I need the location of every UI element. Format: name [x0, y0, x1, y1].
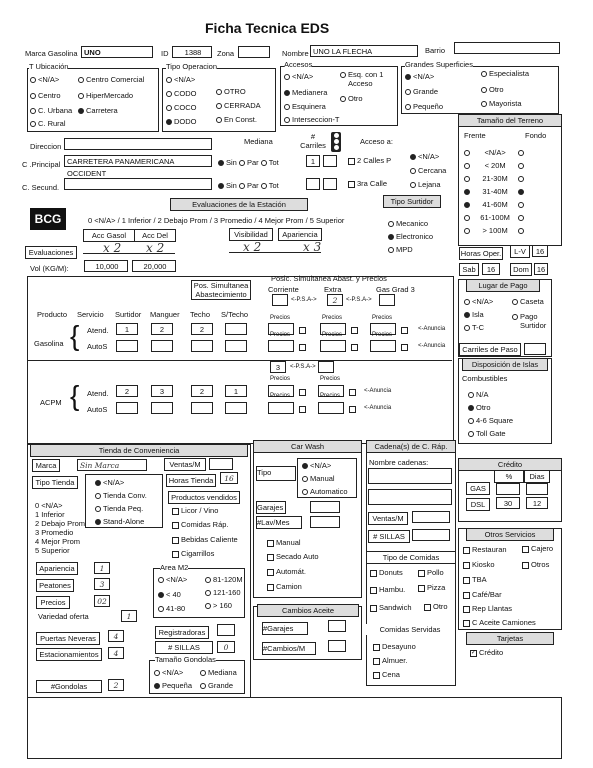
otros-otros[interactable]: Otros	[522, 560, 549, 569]
visibilidad-label: Visibilidad	[229, 228, 273, 241]
comida-hambu[interactable]: Hambu.	[370, 585, 405, 594]
ubicacion-rural[interactable]: C. Rural	[30, 119, 66, 128]
acceso-label: Acceso a:	[360, 137, 393, 146]
islas-otro[interactable]: Otro	[468, 403, 491, 412]
terreno-row[interactable]: <N/A>	[464, 148, 526, 157]
vol-field-2[interactable]: 20,000	[132, 260, 176, 272]
techo-col: Techo	[190, 310, 211, 319]
acpm-cell[interactable]: 2	[191, 385, 213, 397]
operacion-title: Tipo Operacion	[166, 62, 217, 71]
precios-label: Precios	[270, 332, 291, 338]
gondolas-pequena[interactable]: Pequeña	[154, 681, 192, 690]
comida-sandwich[interactable]: Sandwich	[370, 603, 412, 612]
terreno-fondo: Fondo	[525, 131, 547, 140]
anuncia-label: <-Anuncia	[418, 326, 446, 332]
posic-title: Posic. Simultanea Abast. y Precios	[271, 274, 387, 283]
area-na[interactable]: <N/A>	[158, 575, 187, 584]
precio-cell[interactable]	[320, 340, 346, 352]
servicio-cena[interactable]: Cena	[373, 670, 400, 679]
secund-mediana[interactable]: Sin Par Tot	[218, 181, 279, 190]
accesos-medianera[interactable]: Medianera	[284, 88, 327, 97]
terreno-row[interactable]: 31-40M	[464, 187, 526, 196]
evaluaciones-title: Evaluaciones de la Estación	[170, 198, 308, 211]
acceso-na[interactable]: <N/A>	[410, 152, 439, 161]
carriles-secund-2[interactable]	[323, 178, 337, 190]
terreno-row[interactable]: > 100M	[464, 226, 526, 235]
gas-cell[interactable]	[225, 323, 247, 335]
lav-mes-label: #Lav/Mes	[256, 516, 302, 529]
anuncia-check[interactable]	[351, 342, 360, 351]
ubicacion-na[interactable]: <N/A>	[30, 75, 59, 84]
manguer-col: Manguer	[150, 310, 180, 319]
tienda-scale	[35, 501, 85, 555]
horas-tienda-field[interactable]: 16	[220, 472, 238, 484]
evaluaciones-label: Evaluaciones	[25, 246, 77, 259]
otros-cafe[interactable]: Café/Bar	[463, 590, 502, 599]
scale-item: 3 Promedio	[35, 528, 74, 537]
surtidor-electronico[interactable]: Electronico	[388, 232, 433, 241]
anuncia-check[interactable]	[401, 325, 410, 334]
gas-cell[interactable]	[225, 340, 247, 352]
surtidor-col: Surtidor	[115, 310, 142, 319]
eval-visibilidad[interactable]: x 2	[243, 240, 262, 254]
peatones-field[interactable]: 3	[94, 578, 110, 590]
islas-square[interactable]: 4-6 Square	[468, 416, 513, 425]
direccion-label: Direccion	[30, 142, 62, 151]
apariencia-label: Apariencia	[278, 228, 322, 241]
comments-box[interactable]	[27, 697, 562, 759]
sab-field[interactable]: 16	[482, 263, 500, 275]
anuncia-check[interactable]	[299, 404, 308, 413]
gasolina-brace: {	[70, 320, 80, 351]
ubicacion-cc[interactable]: Centro Comercial	[78, 75, 144, 84]
servicios-title: Comidas Servidas	[366, 624, 454, 635]
acpm-cell[interactable]	[191, 402, 213, 414]
grandes-otro[interactable]: Otro	[481, 85, 504, 94]
vol-field-1[interactable]: 10,000	[84, 260, 128, 272]
credito-title: Crédito	[458, 458, 562, 471]
anuncia-check[interactable]	[299, 387, 308, 396]
islas-na[interactable]: N/A	[468, 390, 489, 399]
precios-label: Precios	[270, 315, 291, 321]
precio-cell[interactable]	[268, 402, 294, 414]
cadena-field-1[interactable]	[368, 468, 452, 484]
scale-item: 0 <N/A>	[35, 501, 63, 510]
acpm-cell[interactable]	[151, 402, 173, 414]
acc-gasol-label: Acc Gasol	[83, 229, 135, 242]
dsl-pct-field[interactable]: 30	[496, 497, 520, 509]
ubicacion-centro[interactable]: Centro	[30, 91, 61, 100]
carwash-opt-secado[interactable]: Secado Auto	[267, 552, 319, 561]
area-81[interactable]: 81-120M	[205, 575, 243, 584]
grandes-title: Grandes Superficies	[405, 60, 473, 69]
comida-pizza[interactable]: Pizza	[418, 583, 445, 592]
calles2-check[interactable]: 2 Calles P	[348, 156, 391, 165]
precios-label: Precios	[270, 393, 291, 399]
acc-del-label: Acc Del	[134, 229, 176, 242]
estacionamientos-field[interactable]: 4	[108, 647, 124, 659]
puertas-field[interactable]: 4	[108, 630, 124, 642]
servicio-almuer[interactable]: Almuer.	[373, 656, 407, 665]
ventas-label: Ventas/M	[164, 458, 206, 471]
comida-donuts[interactable]: Donuts	[370, 568, 403, 577]
anuncia-check[interactable]	[349, 387, 358, 396]
ubicacion-title: T Ubicación	[29, 62, 69, 71]
grandes-mayorista[interactable]: Mayorista	[481, 99, 522, 108]
scale-item: 1 Inferior	[35, 510, 65, 519]
lv-label: L-V	[510, 245, 530, 258]
accesos-otro[interactable]: Otro	[340, 94, 363, 103]
nombre-field[interactable]: UNO LA FLECHA	[310, 45, 418, 57]
gondolas-na[interactable]: <N/A>	[154, 668, 183, 677]
direccion-field[interactable]	[64, 138, 212, 150]
grandes-pequeno[interactable]: Pequeño	[405, 102, 443, 111]
vol-label: Vol (KG/M):	[30, 264, 69, 273]
terreno-frente: Frente	[464, 131, 486, 140]
garajes-label: Garajes	[256, 501, 286, 514]
carriles-label: # Carriles	[300, 132, 326, 150]
principal-mediana[interactable]: Sin Par Tot	[218, 158, 279, 167]
dom-label: Dom	[510, 263, 532, 276]
operacion-codo[interactable]: CODO	[166, 89, 197, 98]
gasolina-label: Gasolina	[34, 339, 64, 348]
gas-pct-field[interactable]	[496, 483, 520, 495]
traffic-light-icon	[331, 132, 341, 152]
islas-combustibles: Combustibles	[462, 374, 508, 383]
anuncia-check[interactable]	[299, 325, 308, 334]
precios-label: Precios	[270, 376, 291, 382]
surtidor-mecanico[interactable]: Mecanico	[388, 219, 428, 228]
n-garajes-field[interactable]	[328, 620, 346, 632]
pago-surtidor[interactable]: Pago Surtidor	[512, 312, 550, 330]
credito-gas: GAS	[466, 482, 490, 495]
otros-tba[interactable]: TBA	[463, 575, 487, 584]
tipo-tienda-peq[interactable]: Tienda Peq.	[95, 504, 143, 513]
otros-title: Otros Servicios	[466, 528, 554, 541]
acpm-autos-label: AutoS	[87, 405, 108, 414]
horas-tienda-label: Horas Tienda	[166, 474, 216, 487]
secund-field[interactable]	[64, 178, 212, 190]
pago-na[interactable]: <N/A>	[464, 297, 493, 306]
precios-label: Precios	[320, 376, 341, 382]
precios-label: Precios	[322, 315, 343, 321]
gas-cell[interactable]	[151, 340, 173, 352]
terreno-row[interactable]: < 20M	[464, 161, 526, 170]
acpm-cell[interactable]: 1	[225, 385, 247, 397]
grandes-especialista[interactable]: Especialista	[481, 69, 529, 78]
gas-cell[interactable]: 2	[151, 323, 173, 335]
cadena-field-2[interactable]	[368, 489, 452, 505]
acceso-cercana[interactable]: Cercana	[410, 166, 446, 175]
gondolas-title: Tamaño Gondolas	[155, 655, 216, 664]
carriles-field-2[interactable]	[323, 155, 337, 167]
aceite-title: Cambios Aceite	[257, 604, 359, 617]
anuncia-check[interactable]	[349, 404, 358, 413]
psa-gas[interactable]	[379, 294, 395, 306]
carwash-tipo-label: Tipo	[256, 466, 296, 481]
credito-dsl: DSL	[466, 498, 490, 511]
terreno-row[interactable]: 21-30M	[464, 174, 526, 183]
tarjetas-credito[interactable]: ✓ Crédito	[471, 648, 504, 657]
bcg-logo: BCG	[30, 208, 66, 230]
dom-field[interactable]: 16	[534, 263, 548, 275]
id-field[interactable]: 1388	[172, 46, 212, 58]
precios-tienda-label: Precios	[36, 596, 70, 609]
precio-cell[interactable]	[318, 402, 344, 414]
sab-label: Sab	[459, 263, 479, 276]
extra-label: Extra	[324, 285, 342, 294]
accesos-na[interactable]: <N/A>	[284, 72, 313, 81]
gas-cell[interactable]: 1	[116, 323, 138, 335]
producto-cigarrillos[interactable]: Cigarrillos	[172, 549, 214, 558]
carwash-opt-automat[interactable]: Automát.	[267, 567, 306, 576]
psa-2: <-P.S.A->	[346, 297, 372, 303]
marca-label: Marca Gasolina	[25, 49, 78, 58]
sillas-tienda-label: # SILLAS	[155, 641, 213, 654]
cadena-sillas-field[interactable]	[412, 529, 450, 541]
cadena-title: Cadena(s) de C. Ráp.	[366, 440, 456, 453]
acpm-cell[interactable]	[116, 402, 138, 414]
acpm-label: ACPM	[40, 398, 62, 407]
gas-cell[interactable]: 2	[191, 323, 213, 335]
acpm-cell[interactable]	[225, 402, 247, 414]
anuncia-label: <-Anuncia	[418, 343, 446, 349]
marca-field[interactable]: UNO	[81, 46, 153, 58]
gas-cell[interactable]	[191, 340, 213, 352]
registradoras-field[interactable]	[217, 624, 235, 636]
otros-llantas[interactable]: Rep Llantas	[463, 604, 512, 613]
servicio-desayuno[interactable]: Desayuno	[373, 642, 416, 651]
area-41[interactable]: 41-80	[158, 604, 185, 613]
eval-acc-del[interactable]: x 2	[146, 241, 165, 255]
pago-isla[interactable]: Isla	[464, 310, 484, 319]
psa-3: <-P.S.A->	[290, 364, 316, 370]
area-121[interactable]: 121-160	[205, 588, 241, 597]
gondolas-mediana[interactable]: Mediana	[200, 668, 237, 677]
tienda-marca-field[interactable]: Sin Marca	[77, 459, 147, 471]
cadena-ventas-field[interactable]	[412, 511, 450, 523]
eval-underline-2	[229, 252, 321, 253]
carwash-opt-camion[interactable]: Camion	[267, 582, 302, 591]
gasgrad-label: Gas Grad 3	[376, 285, 415, 294]
accesos-interseccion[interactable]: Interseccion-T	[284, 115, 340, 124]
dsl-dias-field[interactable]: 12	[526, 497, 548, 509]
tipo-tienda-conv[interactable]: Tienda Conv.	[95, 491, 147, 500]
n-gondolas-label: #Gondolas	[36, 680, 102, 693]
ubicacion-urbana[interactable]: C. Urbana	[30, 106, 72, 115]
horas-label: Horas Oper.	[460, 249, 502, 258]
servicio-col: Servicio	[77, 310, 104, 319]
otros-aceite[interactable]: C Aceite Camiones	[463, 618, 536, 627]
producto-divider	[27, 360, 452, 361]
gondolas-grande[interactable]: Grande	[200, 681, 233, 690]
lav-mes-field[interactable]	[310, 516, 340, 528]
area-160[interactable]: > 160	[205, 601, 232, 610]
carwash-manual[interactable]: Manual	[302, 474, 335, 483]
islas-title: Disposición de Islas	[462, 358, 548, 371]
credito-pct: %	[494, 470, 524, 483]
precios-label: Precios	[322, 332, 343, 338]
psa-1: <-P.S.A->	[291, 297, 317, 303]
precios-tienda-field[interactable]: 02	[94, 595, 110, 607]
evaluaciones-scale: 0 <N/A> / 1 Inferior / 2 Debajo Prom / 3 Promedio / 4 Mejor Prom / 5 Superior	[88, 216, 345, 225]
acpm-brace: {	[70, 380, 80, 411]
anuncia-check[interactable]	[401, 342, 410, 351]
pago-tc[interactable]: T-C	[464, 323, 484, 332]
terreno-row[interactable]: 61-100M	[464, 213, 526, 222]
n-garajes-label: #Garajes	[262, 622, 308, 635]
carwash-title: Car Wash	[253, 440, 362, 453]
nombre-label: Nombre	[282, 49, 309, 58]
otros-restauran[interactable]: Restauran	[463, 545, 507, 554]
corriente-label: Corriente	[268, 285, 299, 294]
carriles-pago-label: Carriles de Paso	[459, 343, 521, 356]
islas-tollgate[interactable]: Toll Gate	[468, 429, 506, 438]
credito-dias: Dias	[524, 470, 550, 483]
id-label: ID	[161, 49, 169, 58]
ventas-field[interactable]	[209, 458, 233, 470]
tipo-tienda-na[interactable]: <N/A>	[95, 478, 124, 487]
barrio-label: Barrio	[425, 46, 446, 55]
productos-title: Productos vendidos	[168, 491, 240, 504]
accesos-title: Accesos	[284, 60, 313, 69]
tipo-tienda-stand[interactable]: Stand-Alone	[95, 517, 144, 526]
variedad-label: Variedad oferta	[38, 612, 89, 621]
puertas-label: Puertas Neveras	[36, 632, 100, 645]
comidas-title: Tipo de Comidas	[366, 551, 456, 564]
precios-label: Precios	[320, 393, 341, 399]
anuncia-check[interactable]	[299, 342, 308, 351]
producto-col: Producto	[37, 310, 68, 319]
psa-corriente[interactable]	[272, 294, 288, 306]
carwash-na[interactable]: <N/A>	[302, 461, 331, 470]
psa-extra[interactable]: 2	[327, 294, 343, 306]
lv-field[interactable]: 16	[532, 245, 548, 257]
page-title: Ficha Tecnica EDS	[205, 20, 330, 36]
anuncia-label: <-Anuncia	[364, 405, 392, 411]
eval-underline	[83, 253, 175, 254]
gas-cell[interactable]	[116, 340, 138, 352]
comida-otro[interactable]: Otro	[424, 602, 448, 611]
gas-atend-label: Atend.	[87, 326, 109, 335]
precios-label: Precios	[372, 315, 393, 321]
n-gondolas-field[interactable]: 2	[108, 679, 124, 691]
garajes-field[interactable]	[310, 501, 340, 513]
sillas-tienda-field[interactable]: 0	[217, 641, 235, 653]
gas-autos-label: AutoS	[87, 342, 108, 351]
acpm-psa[interactable]: 3	[270, 361, 286, 373]
producto-bebidas[interactable]: Bebidas Caliente	[172, 535, 238, 544]
zona-field[interactable]	[238, 46, 270, 58]
comida-pollo[interactable]: Pollo	[418, 568, 444, 577]
secund-label: C. Secund.	[22, 183, 60, 192]
tipo-tienda-label: Tipo Tienda	[32, 476, 78, 489]
grandes-na[interactable]: <N/A>	[405, 72, 434, 81]
estacionamientos-label: Estacionamientos	[36, 648, 102, 661]
anuncia-label: <-Anuncia	[364, 388, 392, 394]
scale-item: 5 Superior	[35, 546, 70, 555]
carriles-secund[interactable]	[306, 178, 320, 190]
accesos-esq[interactable]: Esq. con 1 Acceso	[340, 70, 392, 88]
cadena-ventas-label: Ventas/M	[368, 512, 408, 525]
otros-cajero[interactable]: Cajero	[522, 544, 553, 553]
carwash-opt-manual[interactable]: Manual	[267, 538, 301, 547]
terreno-title: Tamaño del Terreno	[458, 114, 562, 127]
operacion-na[interactable]: <N/A>	[166, 75, 195, 84]
operacion-coco[interactable]: COCO	[166, 103, 197, 112]
barrio-field[interactable]	[454, 42, 560, 54]
mediana-label: Mediana	[244, 137, 273, 146]
producto-comidas[interactable]: Comidas Ráp.	[172, 520, 229, 529]
tienda-title: Tienda de Conveniencia	[30, 444, 248, 457]
gas-dias-field[interactable]	[526, 483, 548, 495]
accesos-esquinera[interactable]: Esquinera	[284, 102, 326, 111]
n-cambios-label: #Cambios/M	[262, 642, 316, 655]
ubicacion-hiper[interactable]: HiperMercado	[78, 91, 133, 100]
pago-caseta[interactable]: Caseta	[512, 297, 544, 306]
acpm-cell[interactable]: 2	[116, 385, 138, 397]
variedad-field[interactable]: 1	[121, 610, 137, 622]
n-cambios-field[interactable]	[328, 640, 346, 652]
carriles-pago-field[interactable]	[524, 343, 546, 355]
carriles-field[interactable]: 1	[306, 155, 320, 167]
eval-acc-gasol[interactable]: x 2	[103, 241, 122, 255]
acpm-atend-label: Atend.	[87, 389, 109, 398]
calle3-check[interactable]: 3ra Calle	[348, 179, 387, 188]
ubicacion-carretera[interactable]: Carretera	[78, 106, 118, 115]
terreno-row[interactable]: 41-60M	[464, 200, 526, 209]
cadena-nombre: Nombre cadenas:	[369, 458, 429, 467]
cadena-sillas-label: # SILLAS	[368, 530, 410, 543]
area-40[interactable]: < 40	[158, 590, 181, 599]
carwash-automatico[interactable]: Automatico	[302, 487, 348, 496]
registradoras-label: Registradoras	[155, 626, 209, 639]
peatones-label: Peatones	[36, 579, 74, 592]
precio-cell[interactable]	[268, 340, 294, 352]
area-title: Area M2	[160, 563, 189, 572]
scale-item: 2 Debajo Prom	[35, 519, 86, 528]
precios-label: Precios	[372, 332, 393, 338]
pos-sim-label: Pos. Simultanea Abastecimiento	[191, 280, 251, 300]
pago-title: Lugar de Pago	[466, 279, 540, 292]
zona-label: Zona	[217, 49, 235, 58]
operacion-enconst[interactable]: En Const.	[216, 115, 257, 124]
operacion-cerrada[interactable]: CERRADA	[216, 101, 261, 110]
acpm-cell[interactable]: 3	[151, 385, 173, 397]
scale-item: 4 Mejor Prom	[35, 537, 81, 546]
anuncia-check[interactable]	[351, 325, 360, 334]
apariencia-tienda-field[interactable]: 1	[94, 562, 110, 574]
principal-label: C .Principal	[22, 160, 61, 169]
tienda-marca-label: Marca	[32, 459, 60, 472]
acceso-lejana[interactable]: Lejana	[410, 180, 441, 189]
precio-cell[interactable]	[370, 340, 396, 352]
operacion-otro[interactable]: OTRO	[216, 87, 246, 96]
operacion-dodo[interactable]: DODO	[166, 117, 197, 126]
producto-licor[interactable]: Licor / Vino	[172, 506, 218, 515]
surtidor-mpd[interactable]: MPD	[388, 245, 413, 254]
eval-apariencia[interactable]: x 3	[303, 240, 322, 254]
otros-kiosko[interactable]: Kiosko	[463, 560, 495, 569]
tarjetas-title: Tarjetas	[466, 632, 554, 645]
stecho-col: S/Techo	[221, 310, 249, 319]
principal-field[interactable]: CARRETERA PANAMERICANA OCCIDENT	[64, 155, 212, 167]
grandes-grande[interactable]: Grande	[405, 87, 438, 96]
acpm-psa-2[interactable]	[318, 361, 334, 373]
apariencia-tienda-label: Apariencia	[36, 562, 78, 575]
surtidor-title: Tipo Surtidor	[383, 195, 441, 208]
